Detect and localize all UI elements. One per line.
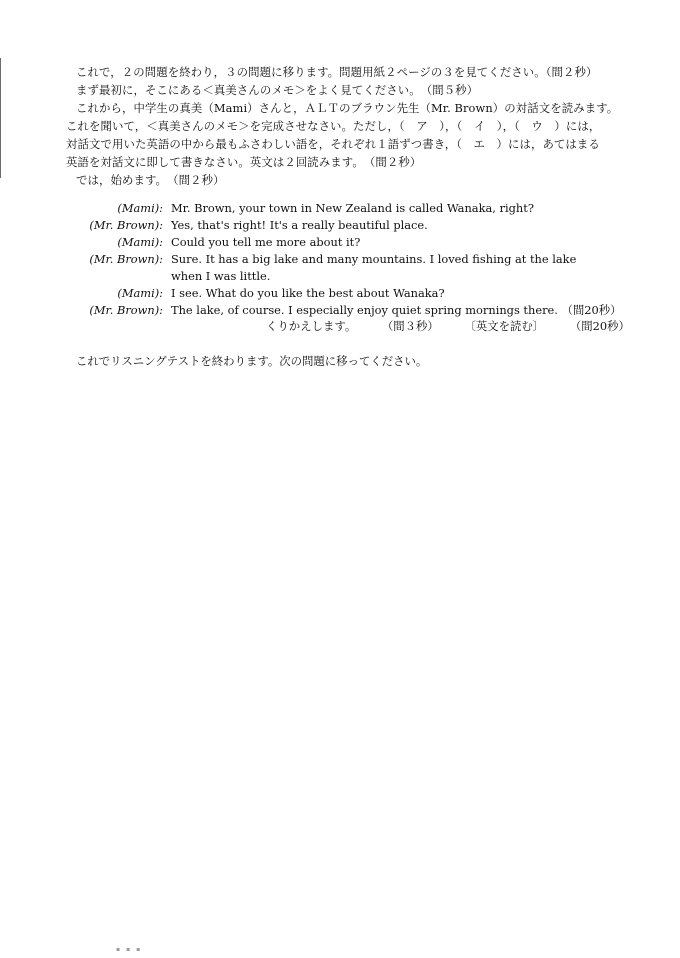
speech-line: when I was little. — [171, 268, 271, 283]
read-note: 〔英文を読む〕 — [464, 319, 545, 333]
speaker-label: (Mr. Brown): — [89, 303, 163, 318]
speech-line: Mr. Brown, your town in New Zealand is called Wanaka, right? — [171, 201, 534, 215]
speech-line: I see. What do you like the best about Wanaka? — [171, 285, 445, 300]
speech-line: The lake, of course. I especially enjoy quiet spring mornings there. （間20秒） — [171, 303, 622, 318]
instruction-line: これを聞いて，＜真美さんのメモ＞を完成させなさい。ただし，（ ア ），（ イ ），（ ウ ）には， — [66, 119, 601, 133]
scan-artifact-mark: ▪▪▪ — [116, 946, 147, 953]
speaker-label: (Mr. Brown): — [89, 252, 163, 267]
dialogue-row — [66, 302, 626, 319]
dialogue-row — [66, 251, 626, 284]
speaker-label: (Mami): — [117, 201, 163, 215]
speech-line: Yes, that's right! It's a really beautiful place. — [171, 218, 428, 233]
speaker-label: (Mr. Brown): — [89, 218, 163, 233]
pause-note: （間20秒） — [569, 319, 630, 333]
speech-line: Could you tell me more about it? — [171, 235, 361, 250]
instruction-line: これで，２の問題を終わり，３の問題に移ります。問題用紙２ページの３を見てください。（間２秒） — [76, 65, 598, 79]
speech-text — [163, 251, 626, 284]
dialogue-row — [66, 200, 626, 217]
dialogue-block — [66, 200, 626, 319]
instruction-line: まず最初に，そこにある＜真美さんのメモ＞をよく見てください。 （間５秒） — [76, 83, 479, 97]
speaker-label: (Mami): — [117, 235, 163, 250]
dialogue-row — [66, 285, 626, 302]
speech-text — [163, 302, 626, 319]
instruction-line: 対話文で用いた英語の中から最もふさわしい語を，それぞれ１語ずつ書き，（ エ ）には，あてはまる — [66, 137, 600, 151]
instruction-line: これから，中学生の真美（Mami）さんと，ＡＬＴのブラウン先生（Mr. Brown）の対話文を読みます。 — [76, 101, 619, 115]
instruction-line: では，始めます。 （間２秒） — [76, 173, 225, 187]
speech-text — [163, 200, 626, 217]
repeat-instruction — [266, 318, 652, 334]
pause-note: （間３秒） — [381, 319, 439, 333]
speech-line: Sure. It has a big lake and many mountains. I loved fishing at the lake — [171, 252, 577, 267]
speaker-label: (Mami): — [117, 285, 163, 300]
speech-text — [163, 217, 626, 234]
repeat-text: くりかえします。 — [266, 319, 357, 333]
binder-edge-line — [0, 58, 1, 178]
speech-text — [163, 285, 626, 302]
instruction-line: 英語を対話文に即して書きなさい。英文は２回読みます。 （間２秒） — [66, 155, 422, 169]
speech-text — [163, 234, 626, 251]
instruction-block — [66, 63, 626, 189]
dialogue-row — [66, 217, 626, 234]
dialogue-row — [66, 234, 626, 251]
closing-instruction: これでリスニングテストを終わります。次の問題に移ってください。 — [76, 354, 428, 368]
